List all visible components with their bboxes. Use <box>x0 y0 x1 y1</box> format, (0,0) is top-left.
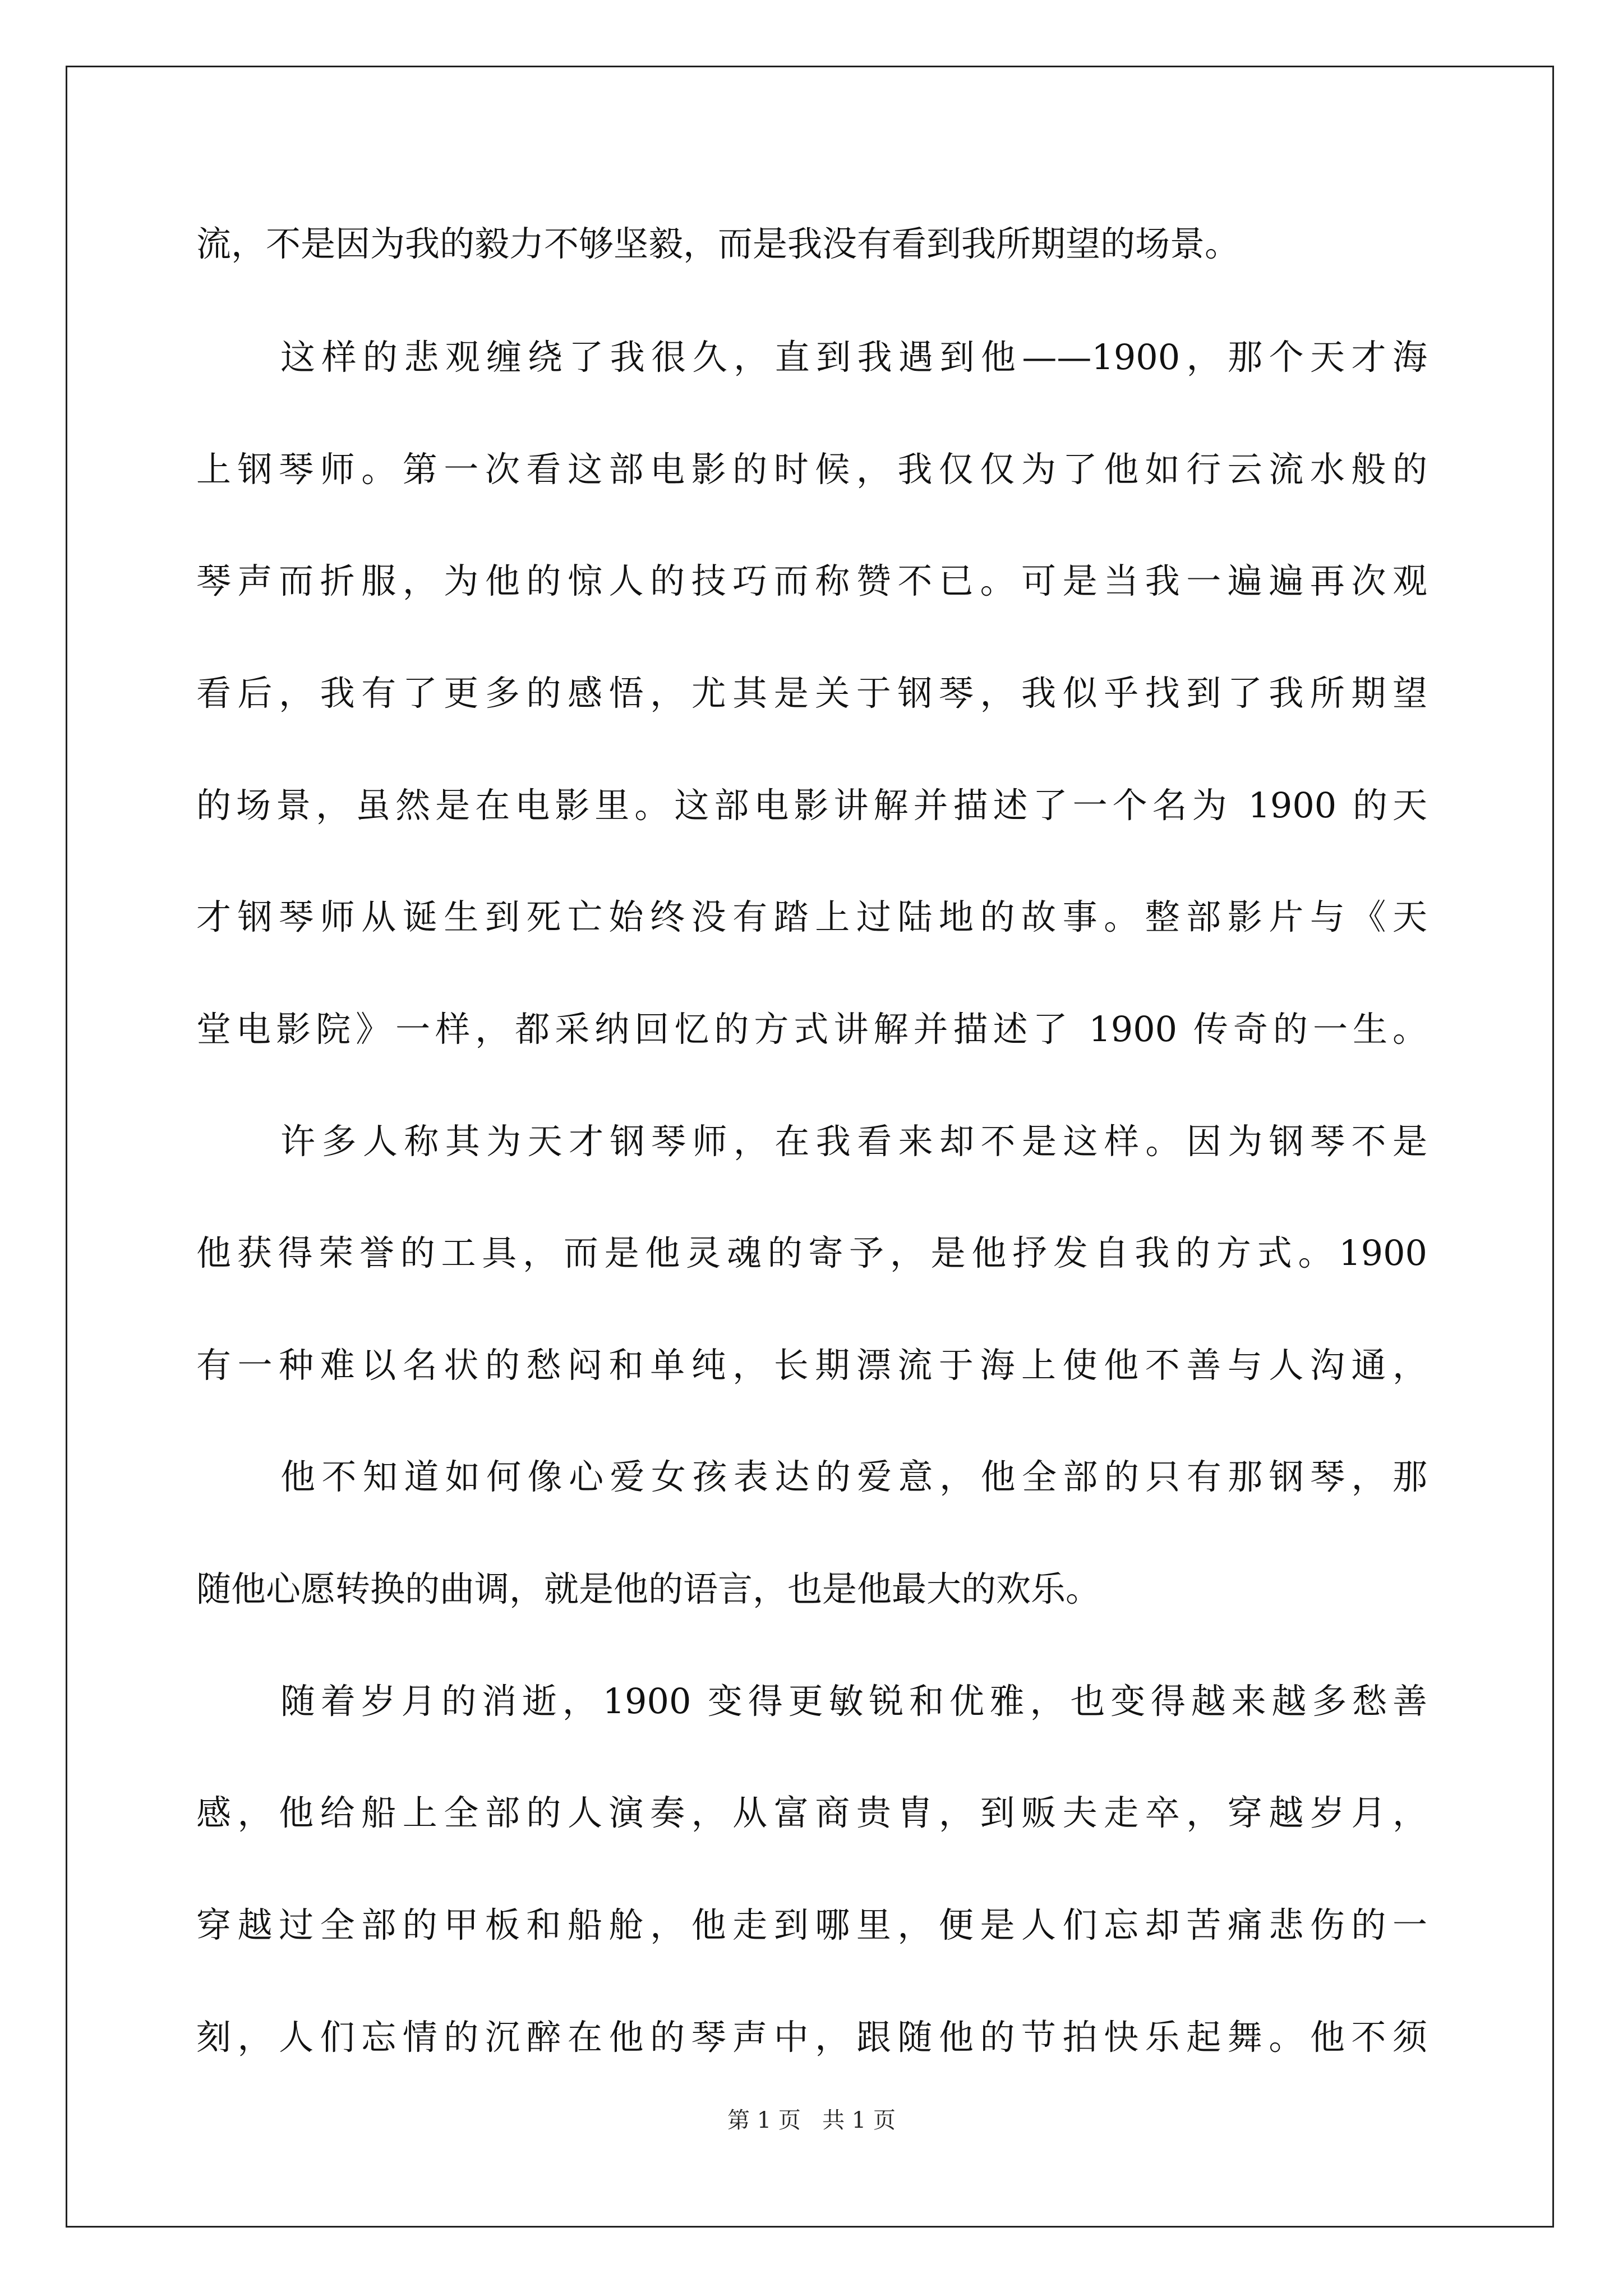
text-line: 有一种难以名状的愁闷和单纯，长期漂流于海上使他不善与人沟通， <box>196 1345 1427 1386</box>
paragraph-start-line: 许多人称其为天才钢琴师，在我看来却不是这样。因为钢琴不是 <box>280 1121 1427 1162</box>
text-line: 随他心愿转换的曲调，就是他的语言，也是他最大的欢乐。 <box>196 1568 1101 1609</box>
text-line: 他获得荣誉的工具，而是他灵魂的寄予，是他抒发自我的方式。1900 <box>196 1232 1427 1273</box>
text-line: 的场景，虽然是在电影里。这部电影讲解并描述了一个名为 1900 的天 <box>196 785 1427 826</box>
text-line: 琴声而折服，为他的惊人的技巧而称赞不已。可是当我一遍遍再次观 <box>196 560 1427 601</box>
text-line: 感，他给船上全部的人演奏，从富商贵胄，到贩夫走卒，穿越岁月， <box>196 1792 1427 1833</box>
text-line: 上钢琴师。第一次看这部电影的时候，我仅仅为了他如行云流水般的 <box>196 449 1427 490</box>
paragraph-start-line: 这样的悲观缠绕了我很久，直到我遇到他——1900，那个天才海 <box>280 337 1427 378</box>
text-line: 刻，人们忘情的沉醉在他的琴声中，跟随他的节拍快乐起舞。他不须 <box>196 2017 1427 2058</box>
text-line: 看后，我有了更多的感悟，尤其是关于钢琴，我似乎找到了我所期望 <box>196 673 1427 714</box>
text-line: 穿越过全部的甲板和船舱，他走到哪里，便是人们忘却苦痛悲伤的一 <box>196 1904 1427 1945</box>
paragraph-start-line: 他不知道如何像心爱女孩表达的爱意，他全部的只有那钢琴，那 <box>280 1456 1427 1497</box>
page-footer: 第 1 页 共 1 页 <box>727 2108 896 2133</box>
text-line: 堂电影院》一样，都采纳回忆的方式讲解并描述了 1900 传奇的一生。 <box>196 1009 1427 1050</box>
paragraph-start-line: 随着岁月的消逝，1900 变得更敏锐和优雅，也变得越来越多愁善 <box>280 1681 1427 1722</box>
text-line: 才钢琴师从诞生到死亡始终没有踏上过陆地的故事。整部影片与《天 <box>196 896 1427 937</box>
text-line: 流，不是因为我的毅力不够坚毅，而是我没有看到我所期望的场景。 <box>196 223 1240 264</box>
